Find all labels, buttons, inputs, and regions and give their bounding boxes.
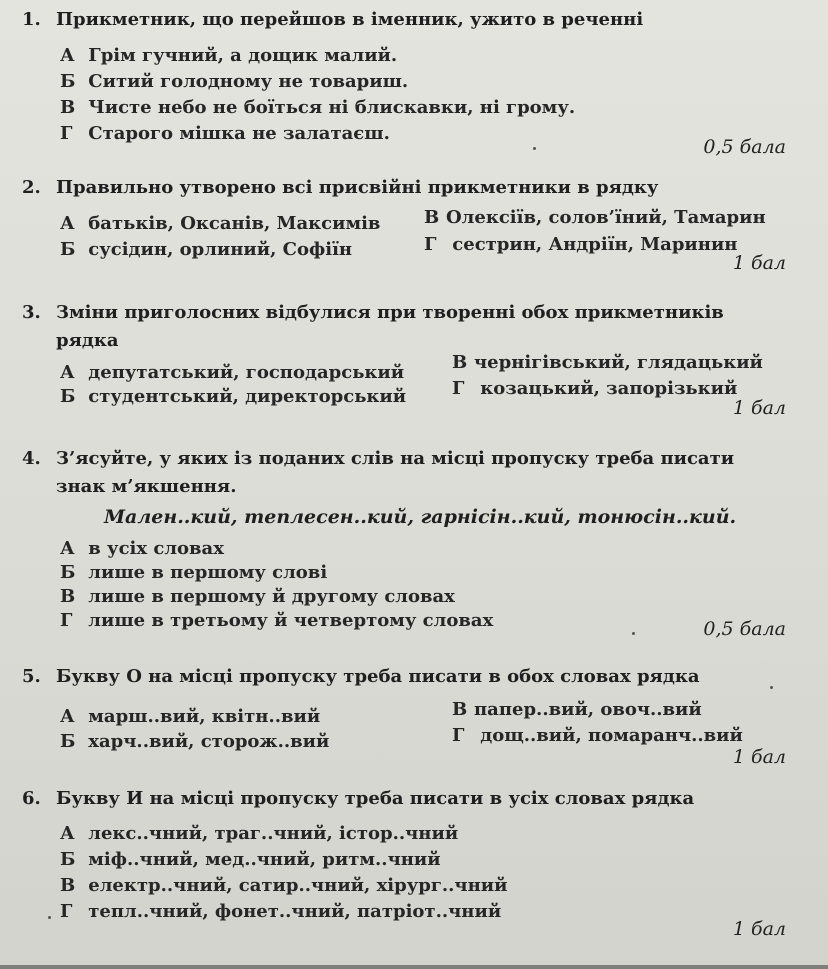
option-letter: А bbox=[60, 706, 75, 727]
question-text: З’ясуйте, у яких із поданих слів на місці пропуску треба писати bbox=[56, 448, 735, 469]
option-text: дощ..вий, помаранч..вий bbox=[480, 725, 743, 746]
option-text: лише в третьому й четвертому словах bbox=[88, 610, 494, 631]
option-b[interactable] bbox=[60, 70, 408, 94]
option-letter: В bbox=[60, 97, 76, 118]
option-d[interactable] bbox=[60, 900, 501, 924]
option-d[interactable] bbox=[60, 609, 493, 633]
option-letter: В bbox=[60, 875, 76, 896]
option-text: батьків, Оксанів, Максимів bbox=[88, 213, 381, 234]
option-letter: В bbox=[424, 207, 440, 228]
option-text: Олексіїв, солов’їний, Тамарин bbox=[446, 207, 766, 228]
option-letter: Г bbox=[452, 725, 465, 746]
option-text: чернігівський, глядацький bbox=[474, 352, 763, 373]
option-letter: В bbox=[60, 586, 76, 607]
option-letter: Б bbox=[60, 386, 76, 407]
option-letter: А bbox=[60, 823, 75, 844]
option-a[interactable] bbox=[60, 212, 380, 236]
option-b[interactable] bbox=[60, 848, 441, 872]
option-a[interactable] bbox=[60, 537, 224, 561]
option-text: в усіх словах bbox=[88, 538, 224, 559]
option-letter: Г bbox=[60, 610, 73, 631]
option-a[interactable] bbox=[60, 361, 404, 385]
question-text: Букву О на місці пропуску треба писати в обох словах рядка bbox=[56, 666, 700, 687]
paper-speck bbox=[48, 916, 51, 919]
option-text: студентський, директорський bbox=[88, 386, 407, 407]
option-text: харч..вий, сторож..вий bbox=[88, 731, 330, 752]
option-b[interactable] bbox=[60, 730, 329, 754]
option-letter: А bbox=[60, 362, 75, 383]
question-number: 1. bbox=[22, 9, 41, 30]
option-letter: Б bbox=[60, 731, 76, 752]
question-number: 5. bbox=[22, 666, 41, 687]
paper-speck bbox=[632, 632, 635, 635]
option-text: лише в першому слові bbox=[88, 562, 328, 583]
question-text: Прикметник, що перейшов в іменник, ужито в реченні bbox=[56, 9, 644, 30]
option-a[interactable] bbox=[60, 44, 397, 68]
option-a[interactable] bbox=[60, 705, 320, 729]
option-letter: А bbox=[60, 213, 75, 234]
question-stem bbox=[22, 784, 694, 814]
option-b[interactable] bbox=[60, 238, 352, 262]
question-stem bbox=[22, 662, 700, 692]
question-stem-continuation: знак м’якшення. bbox=[56, 476, 237, 497]
question-stem bbox=[22, 173, 658, 203]
option-d[interactable] bbox=[424, 233, 737, 257]
option-letter: А bbox=[60, 45, 75, 66]
option-c[interactable] bbox=[60, 96, 575, 120]
option-text: депутатський, господарський bbox=[88, 362, 405, 383]
paper-speck bbox=[770, 686, 773, 689]
question-stem bbox=[22, 298, 724, 328]
option-d[interactable] bbox=[452, 724, 743, 748]
option-text: Старого мішка не залатаєш. bbox=[88, 123, 390, 144]
option-text: Грім гучний, а дощик малий. bbox=[88, 45, 398, 66]
score-label: 1 бал bbox=[732, 746, 786, 768]
option-text: Чисте небо не боїться ні блискавки, ні грому. bbox=[88, 97, 576, 118]
option-text: лекс..чний, траг..чний, істор..чний bbox=[88, 823, 459, 844]
option-letter: Г bbox=[60, 901, 73, 922]
option-letter: Б bbox=[60, 849, 76, 870]
option-letter: Б bbox=[60, 562, 76, 583]
option-text: електр..чний, сатир..чний, хірург..чний bbox=[88, 875, 508, 896]
question-text: Зміни приголосних відбулися при творенні обох прикметників bbox=[56, 302, 724, 323]
option-text: тепл..чний, фонет..чний, патріот..чний bbox=[88, 901, 502, 922]
score-label: 1 бал bbox=[732, 397, 786, 419]
option-c[interactable] bbox=[60, 585, 455, 609]
option-text: марш..вий, квітн..вий bbox=[88, 706, 321, 727]
question-number: 6. bbox=[22, 788, 41, 809]
option-letter: Г bbox=[424, 234, 437, 255]
option-text: папер..вий, овоч..вий bbox=[474, 699, 702, 720]
question-stem bbox=[22, 444, 734, 474]
option-letter: Г bbox=[452, 378, 465, 399]
option-letter: В bbox=[452, 352, 468, 373]
option-b[interactable] bbox=[60, 561, 327, 585]
option-d[interactable] bbox=[60, 122, 390, 146]
example-words: Мален..кий, теплесен..кий, гарнісін..кий, тонюсін..кий. bbox=[104, 506, 737, 528]
option-text: козацький, запорізький bbox=[480, 378, 738, 399]
option-text: лише в першому й другому словах bbox=[88, 586, 455, 607]
option-letter: Б bbox=[60, 71, 76, 92]
option-letter: Б bbox=[60, 239, 76, 260]
option-c[interactable] bbox=[60, 874, 507, 898]
question-stem bbox=[22, 5, 643, 35]
option-text: Ситий голодному не товариш. bbox=[88, 71, 409, 92]
option-c[interactable] bbox=[424, 206, 766, 230]
option-d[interactable] bbox=[452, 377, 737, 401]
score-label: 1 бал bbox=[732, 252, 786, 274]
question-number: 4. bbox=[22, 448, 41, 469]
option-c[interactable] bbox=[452, 698, 702, 722]
question-text: Правильно утворено всі присвійні прикметники в рядку bbox=[56, 177, 659, 198]
option-a[interactable] bbox=[60, 822, 458, 846]
question-number: 3. bbox=[22, 302, 41, 323]
option-letter: Г bbox=[60, 123, 73, 144]
option-b[interactable] bbox=[60, 385, 406, 409]
option-text: сусідин, орлиний, Софіїн bbox=[88, 239, 353, 260]
paper-speck bbox=[533, 147, 536, 150]
question-number: 2. bbox=[22, 177, 41, 198]
score-label: 1 бал bbox=[732, 918, 786, 940]
question-text: Букву И на місці пропуску треба писати в усіх словах рядка bbox=[56, 788, 695, 809]
score-label: 0,5 бала bbox=[703, 136, 786, 158]
question-stem-continuation: рядка bbox=[56, 330, 119, 351]
score-label: 0,5 бала bbox=[703, 618, 786, 640]
option-text: міф..чний, мед..чний, ритм..чний bbox=[88, 849, 441, 870]
option-letter: А bbox=[60, 538, 75, 559]
option-letter: В bbox=[452, 699, 468, 720]
option-c[interactable] bbox=[452, 351, 763, 375]
option-text: сестрин, Андріїн, Маринин bbox=[452, 234, 738, 255]
page-bottom-edge bbox=[0, 965, 828, 969]
